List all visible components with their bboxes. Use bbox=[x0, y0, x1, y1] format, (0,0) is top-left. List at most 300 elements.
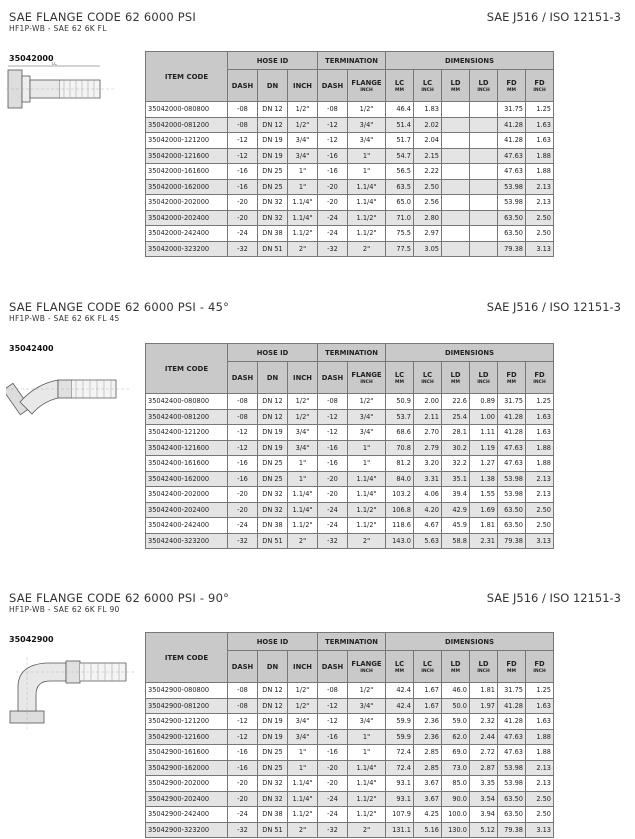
col-term-dash: DASH bbox=[318, 651, 348, 683]
cell-hose-dn: DN 32 bbox=[258, 776, 288, 792]
cell-lc-inch: 2.36 bbox=[414, 714, 442, 730]
part-code: 35042000 bbox=[9, 54, 54, 63]
cell-item-code: 35042000-242400 bbox=[146, 226, 228, 242]
cell-term-dash: -12 bbox=[318, 409, 348, 425]
cell-fd-mm: 53.98 bbox=[498, 179, 526, 195]
table-row bbox=[146, 791, 554, 807]
cell-lc-mm: 70.8 bbox=[386, 440, 414, 456]
cell-fd-inch: 2.13 bbox=[526, 179, 554, 195]
cell-ld-mm bbox=[442, 133, 470, 149]
cell-ld-mm: 28.1 bbox=[442, 425, 470, 441]
cell-lc-mm: 93.1 bbox=[386, 791, 414, 807]
cell-lc-inch: 2.00 bbox=[414, 394, 442, 410]
col-termination: TERMINATION bbox=[318, 633, 386, 651]
cell-ld-inch: 1.97 bbox=[470, 698, 498, 714]
cell-lc-inch: 5.63 bbox=[414, 533, 442, 549]
cell-lc-inch: 2.56 bbox=[414, 195, 442, 211]
cell-lc-inch: 4.25 bbox=[414, 807, 442, 823]
cell-ld-mm: 69.0 bbox=[442, 745, 470, 761]
col-dim-lc-mm: LC MM bbox=[386, 651, 414, 683]
cell-lc-mm: 106.8 bbox=[386, 502, 414, 518]
cell-hose-dn: DN 32 bbox=[258, 502, 288, 518]
cell-item-code: 35042400-080800 bbox=[146, 394, 228, 410]
cell-ld-inch bbox=[470, 226, 498, 242]
cell-ld-mm: 130.0 bbox=[442, 822, 470, 838]
cell-fd-inch: 2.50 bbox=[526, 226, 554, 242]
part-code: 35042400 bbox=[9, 344, 54, 353]
cell-ld-inch: 1.00 bbox=[470, 409, 498, 425]
45-fitting-drawing bbox=[6, 362, 141, 432]
cell-lc-mm: 65.0 bbox=[386, 195, 414, 211]
cell-fd-inch: 2.13 bbox=[526, 760, 554, 776]
cell-hose-dash: -32 bbox=[228, 241, 258, 257]
section-subtitle: HF1P-WB - SAE 62 6K FL 45 bbox=[9, 314, 120, 323]
cell-term-flange: 1" bbox=[348, 440, 386, 456]
cell-fd-mm: 53.98 bbox=[498, 760, 526, 776]
cell-ld-mm: 35.1 bbox=[442, 471, 470, 487]
cell-term-flange: 1.1/4" bbox=[348, 760, 386, 776]
col-hose-dash: DASH bbox=[228, 70, 258, 102]
col-hose-inch: INCH bbox=[288, 362, 318, 394]
cell-lc-mm: 59.9 bbox=[386, 729, 414, 745]
cell-item-code: 35042900-323200 bbox=[146, 822, 228, 838]
cell-term-flange: 2" bbox=[348, 241, 386, 257]
cell-hose-inch: 1/2" bbox=[288, 683, 318, 699]
cell-hose-inch: 2" bbox=[288, 822, 318, 838]
cell-item-code: 35042900-080800 bbox=[146, 683, 228, 699]
cell-term-flange: 1.1/2" bbox=[348, 210, 386, 226]
cell-term-flange: 1.1/2" bbox=[348, 518, 386, 534]
cell-hose-dash: -20 bbox=[228, 487, 258, 503]
cell-hose-inch: 3/4" bbox=[288, 148, 318, 164]
cell-term-dash: -16 bbox=[318, 745, 348, 761]
table-row bbox=[146, 148, 554, 164]
table-row bbox=[146, 822, 554, 838]
col-dimensions: DIMENSIONS bbox=[386, 344, 554, 362]
cell-ld-mm: 50.0 bbox=[442, 698, 470, 714]
col-hose-dn: DN bbox=[258, 70, 288, 102]
cell-term-flange: 1.1/2" bbox=[348, 502, 386, 518]
cell-item-code: 35042000-121200 bbox=[146, 133, 228, 149]
col-dim-lc-inch: LC INCH bbox=[414, 362, 442, 394]
cell-fd-mm: 63.50 bbox=[498, 807, 526, 823]
cell-fd-inch: 3.13 bbox=[526, 822, 554, 838]
cell-hose-dash: -12 bbox=[228, 148, 258, 164]
cell-lc-inch: 3.05 bbox=[414, 241, 442, 257]
cell-hose-dash: -12 bbox=[228, 133, 258, 149]
cell-fd-mm: 41.28 bbox=[498, 698, 526, 714]
table-row bbox=[146, 226, 554, 242]
cell-hose-dash: -08 bbox=[228, 394, 258, 410]
cell-hose-inch: 1" bbox=[288, 471, 318, 487]
col-dim-fd-mm: FD MM bbox=[498, 70, 526, 102]
cell-lc-inch: 1.67 bbox=[414, 698, 442, 714]
cell-ld-inch bbox=[470, 195, 498, 211]
col-term-dash: DASH bbox=[318, 70, 348, 102]
cell-term-flange: 1/2" bbox=[348, 683, 386, 699]
cell-fd-mm: 79.38 bbox=[498, 822, 526, 838]
cell-ld-inch: 5.12 bbox=[470, 822, 498, 838]
cell-ld-inch: 1.69 bbox=[470, 502, 498, 518]
cell-hose-dash: -16 bbox=[228, 164, 258, 180]
cell-hose-dash: -08 bbox=[228, 409, 258, 425]
cell-term-flange: 3/4" bbox=[348, 698, 386, 714]
cell-hose-inch: 3/4" bbox=[288, 729, 318, 745]
cell-hose-inch: 1/2" bbox=[288, 102, 318, 118]
cell-ld-inch bbox=[470, 133, 498, 149]
table-row bbox=[146, 714, 554, 730]
cell-ld-mm bbox=[442, 148, 470, 164]
table-row bbox=[146, 164, 554, 180]
col-dim-ld-mm: LD MM bbox=[442, 651, 470, 683]
cell-hose-dash: -32 bbox=[228, 822, 258, 838]
cell-lc-mm: 68.6 bbox=[386, 425, 414, 441]
cell-hose-inch: 2" bbox=[288, 241, 318, 257]
section-standard: SAE J516 / ISO 12151-3 bbox=[486, 591, 621, 605]
cell-item-code: 35042400-162000 bbox=[146, 471, 228, 487]
col-item-code: ITEM CODE bbox=[146, 344, 228, 394]
cell-fd-inch: 1.25 bbox=[526, 102, 554, 118]
cell-item-code: 35042400-161600 bbox=[146, 456, 228, 472]
cell-ld-inch: 1.55 bbox=[470, 487, 498, 503]
cell-ld-inch bbox=[470, 179, 498, 195]
cell-lc-inch: 3.67 bbox=[414, 776, 442, 792]
cell-item-code: 35042000-121600 bbox=[146, 148, 228, 164]
cell-ld-inch bbox=[470, 241, 498, 257]
col-dim-ld-inch: LD INCH bbox=[470, 362, 498, 394]
cell-fd-inch: 2.13 bbox=[526, 471, 554, 487]
cell-hose-dn: DN 25 bbox=[258, 471, 288, 487]
cell-term-flange: 3/4" bbox=[348, 117, 386, 133]
cell-term-flange: 1.1/4" bbox=[348, 471, 386, 487]
cell-term-flange: 1" bbox=[348, 148, 386, 164]
cell-fd-inch: 3.13 bbox=[526, 533, 554, 549]
col-dim-fd-inch: FD INCH bbox=[526, 362, 554, 394]
cell-hose-dash: -12 bbox=[228, 714, 258, 730]
cell-lc-mm: 103.2 bbox=[386, 487, 414, 503]
cell-hose-dash: -16 bbox=[228, 179, 258, 195]
cell-term-dash: -32 bbox=[318, 533, 348, 549]
cell-hose-inch: 1.1/2" bbox=[288, 518, 318, 534]
cell-fd-mm: 63.50 bbox=[498, 226, 526, 242]
cell-term-flange: 1.1/2" bbox=[348, 226, 386, 242]
cell-ld-inch: 1.11 bbox=[470, 425, 498, 441]
col-hose-id: HOSE ID bbox=[228, 52, 318, 70]
cell-term-dash: -12 bbox=[318, 698, 348, 714]
cell-term-dash: -16 bbox=[318, 440, 348, 456]
cell-term-dash: -12 bbox=[318, 133, 348, 149]
cell-term-dash: -08 bbox=[318, 683, 348, 699]
col-termination: TERMINATION bbox=[318, 344, 386, 362]
cell-fd-mm: 63.50 bbox=[498, 791, 526, 807]
cell-fd-inch: 2.50 bbox=[526, 210, 554, 226]
col-item-code: ITEM CODE bbox=[146, 52, 228, 102]
cell-ld-mm: 46.0 bbox=[442, 683, 470, 699]
cell-hose-dn: DN 25 bbox=[258, 745, 288, 761]
cell-lc-inch: 2.02 bbox=[414, 117, 442, 133]
cell-ld-mm: 32.2 bbox=[442, 456, 470, 472]
cell-lc-inch: 1.67 bbox=[414, 683, 442, 699]
table-row bbox=[146, 117, 554, 133]
cell-term-dash: -32 bbox=[318, 822, 348, 838]
col-hose-id: HOSE ID bbox=[228, 344, 318, 362]
cell-hose-inch: 1.1/4" bbox=[288, 487, 318, 503]
cell-term-flange: 3/4" bbox=[348, 425, 386, 441]
cell-item-code: 35042000-323200 bbox=[146, 241, 228, 257]
col-dim-ld-mm: LD MM bbox=[442, 362, 470, 394]
cell-term-dash: -12 bbox=[318, 425, 348, 441]
cell-item-code: 35042900-121200 bbox=[146, 714, 228, 730]
cell-ld-mm bbox=[442, 179, 470, 195]
cell-ld-inch: 1.81 bbox=[470, 683, 498, 699]
cell-hose-dash: -32 bbox=[228, 533, 258, 549]
cell-fd-inch: 1.63 bbox=[526, 409, 554, 425]
cell-ld-mm bbox=[442, 102, 470, 118]
cell-hose-dash: -24 bbox=[228, 518, 258, 534]
cell-lc-inch: 2.50 bbox=[414, 179, 442, 195]
cell-term-dash: -12 bbox=[318, 117, 348, 133]
cell-lc-inch: 2.11 bbox=[414, 409, 442, 425]
cell-term-dash: -20 bbox=[318, 760, 348, 776]
cell-lc-inch: 2.15 bbox=[414, 148, 442, 164]
cell-item-code: 35042900-081200 bbox=[146, 698, 228, 714]
cell-hose-dash: -16 bbox=[228, 456, 258, 472]
col-term-flange: FLANGE INCH bbox=[348, 362, 386, 394]
cell-lc-inch: 2.22 bbox=[414, 164, 442, 180]
table-row bbox=[146, 471, 554, 487]
cell-ld-mm: 42.9 bbox=[442, 502, 470, 518]
cell-item-code: 35042400-242400 bbox=[146, 518, 228, 534]
cell-hose-inch: 1" bbox=[288, 745, 318, 761]
cell-hose-dn: DN 19 bbox=[258, 714, 288, 730]
cell-hose-inch: 3/4" bbox=[288, 425, 318, 441]
cell-fd-mm: 53.98 bbox=[498, 195, 526, 211]
cell-hose-inch: 1" bbox=[288, 179, 318, 195]
cell-lc-mm: 56.5 bbox=[386, 164, 414, 180]
table-row bbox=[146, 760, 554, 776]
cell-item-code: 35042400-121600 bbox=[146, 440, 228, 456]
cell-hose-dash: -24 bbox=[228, 226, 258, 242]
cell-ld-inch: 2.87 bbox=[470, 760, 498, 776]
table-row bbox=[146, 409, 554, 425]
cell-term-dash: -16 bbox=[318, 729, 348, 745]
cell-item-code: 35042900-162000 bbox=[146, 760, 228, 776]
cell-lc-mm: 46.4 bbox=[386, 102, 414, 118]
section-subtitle: HF1P-WB - SAE 62 6K FL 90 bbox=[9, 605, 120, 614]
col-term-flange: FLANGE INCH bbox=[348, 70, 386, 102]
section-straight bbox=[0, 10, 635, 260]
col-dimensions: DIMENSIONS bbox=[386, 633, 554, 651]
col-dim-fd-mm: FD MM bbox=[498, 362, 526, 394]
cell-lc-mm: 93.1 bbox=[386, 776, 414, 792]
cell-item-code: 35042900-202400 bbox=[146, 791, 228, 807]
cell-fd-mm: 47.63 bbox=[498, 729, 526, 745]
cell-hose-dash: -16 bbox=[228, 745, 258, 761]
cell-item-code: 35042400-202400 bbox=[146, 502, 228, 518]
cell-term-dash: -24 bbox=[318, 791, 348, 807]
cell-fd-inch: 3.13 bbox=[526, 241, 554, 257]
cell-hose-dn: DN 38 bbox=[258, 807, 288, 823]
cell-fd-inch: 1.63 bbox=[526, 425, 554, 441]
cell-hose-dash: -16 bbox=[228, 760, 258, 776]
cell-hose-inch: 1/2" bbox=[288, 394, 318, 410]
cell-item-code: 35042000-202000 bbox=[146, 195, 228, 211]
cell-fd-inch: 1.63 bbox=[526, 714, 554, 730]
cell-hose-inch: 3/4" bbox=[288, 133, 318, 149]
cell-lc-mm: 42.4 bbox=[386, 698, 414, 714]
cell-term-dash: -16 bbox=[318, 164, 348, 180]
cell-lc-inch: 4.06 bbox=[414, 487, 442, 503]
cell-ld-mm: 30.2 bbox=[442, 440, 470, 456]
table-row bbox=[146, 683, 554, 699]
section-90 bbox=[0, 591, 635, 839]
col-dim-fd-mm: FD MM bbox=[498, 651, 526, 683]
cell-item-code: 35042400-081200 bbox=[146, 409, 228, 425]
cell-item-code: 35042000-161600 bbox=[146, 164, 228, 180]
cell-lc-inch: 2.04 bbox=[414, 133, 442, 149]
cell-ld-mm bbox=[442, 164, 470, 180]
cell-hose-inch: 1" bbox=[288, 164, 318, 180]
cell-lc-inch: 2.97 bbox=[414, 226, 442, 242]
cell-fd-mm: 53.98 bbox=[498, 487, 526, 503]
cell-hose-inch: 1/2" bbox=[288, 409, 318, 425]
cell-ld-inch: 2.44 bbox=[470, 729, 498, 745]
cell-hose-dn: DN 38 bbox=[258, 226, 288, 242]
col-dim-lc-mm: LC MM bbox=[386, 362, 414, 394]
col-dim-lc-inch: LC INCH bbox=[414, 70, 442, 102]
cell-term-flange: 3/4" bbox=[348, 714, 386, 730]
cell-lc-mm: 53.7 bbox=[386, 409, 414, 425]
cell-ld-inch: 3.94 bbox=[470, 807, 498, 823]
cell-fd-mm: 41.28 bbox=[498, 409, 526, 425]
cell-item-code: 35042400-323200 bbox=[146, 533, 228, 549]
cell-hose-dash: -20 bbox=[228, 195, 258, 211]
cell-ld-inch: 3.54 bbox=[470, 791, 498, 807]
cell-hose-dash: -12 bbox=[228, 440, 258, 456]
cell-ld-inch: 2.72 bbox=[470, 745, 498, 761]
cell-lc-mm: 81.2 bbox=[386, 456, 414, 472]
cell-lc-mm: 107.9 bbox=[386, 807, 414, 823]
cell-fd-mm: 47.63 bbox=[498, 148, 526, 164]
cell-fd-mm: 47.63 bbox=[498, 164, 526, 180]
table-row bbox=[146, 533, 554, 549]
cell-lc-mm: 84.0 bbox=[386, 471, 414, 487]
spec-table bbox=[145, 632, 554, 838]
cell-term-flange: 1.1/4" bbox=[348, 487, 386, 503]
cell-item-code: 35042000-202400 bbox=[146, 210, 228, 226]
section-title: SAE FLANGE CODE 62 6000 PSI - 90° bbox=[9, 591, 230, 605]
cell-hose-dn: DN 25 bbox=[258, 164, 288, 180]
table-row bbox=[146, 195, 554, 211]
cell-fd-inch: 2.50 bbox=[526, 807, 554, 823]
cell-lc-mm: 54.7 bbox=[386, 148, 414, 164]
cell-term-dash: -20 bbox=[318, 487, 348, 503]
cell-lc-mm: 59.9 bbox=[386, 714, 414, 730]
table-row bbox=[146, 502, 554, 518]
cell-fd-inch: 1.63 bbox=[526, 117, 554, 133]
cell-hose-dn: DN 19 bbox=[258, 425, 288, 441]
cell-lc-inch: 2.85 bbox=[414, 760, 442, 776]
col-dim-fd-inch: FD INCH bbox=[526, 651, 554, 683]
col-dim-lc-inch: LC INCH bbox=[414, 651, 442, 683]
col-dimensions: DIMENSIONS bbox=[386, 52, 554, 70]
cell-term-dash: -24 bbox=[318, 807, 348, 823]
cell-hose-dn: DN 38 bbox=[258, 518, 288, 534]
cell-term-flange: 2" bbox=[348, 533, 386, 549]
cell-item-code: 35042900-121600 bbox=[146, 729, 228, 745]
cell-item-code: 35042900-202000 bbox=[146, 776, 228, 792]
cell-term-flange: 1/2" bbox=[348, 102, 386, 118]
table-row bbox=[146, 456, 554, 472]
cell-fd-mm: 41.28 bbox=[498, 133, 526, 149]
table-row bbox=[146, 745, 554, 761]
cell-lc-inch: 3.20 bbox=[414, 456, 442, 472]
cell-term-flange: 1.1/2" bbox=[348, 807, 386, 823]
cell-fd-inch: 1.88 bbox=[526, 148, 554, 164]
cell-hose-dash: -16 bbox=[228, 471, 258, 487]
cell-ld-mm: 62.0 bbox=[442, 729, 470, 745]
table-row bbox=[146, 698, 554, 714]
cell-fd-inch: 1.88 bbox=[526, 440, 554, 456]
cell-fd-inch: 1.63 bbox=[526, 698, 554, 714]
cell-hose-dn: DN 19 bbox=[258, 729, 288, 745]
cell-hose-dash: -08 bbox=[228, 117, 258, 133]
cell-hose-dn: DN 12 bbox=[258, 102, 288, 118]
cell-ld-mm: 45.9 bbox=[442, 518, 470, 534]
cell-term-dash: -20 bbox=[318, 179, 348, 195]
cell-hose-dash: -08 bbox=[228, 102, 258, 118]
cell-fd-mm: 41.28 bbox=[498, 117, 526, 133]
col-dim-ld-inch: LD INCH bbox=[470, 651, 498, 683]
table-row bbox=[146, 776, 554, 792]
cell-term-dash: -24 bbox=[318, 502, 348, 518]
cell-ld-inch bbox=[470, 102, 498, 118]
spec-table bbox=[145, 343, 554, 549]
cell-hose-dn: DN 51 bbox=[258, 822, 288, 838]
cell-ld-inch bbox=[470, 210, 498, 226]
cell-hose-dn: DN 12 bbox=[258, 394, 288, 410]
cell-term-flange: 1" bbox=[348, 164, 386, 180]
col-item-code: ITEM CODE bbox=[146, 633, 228, 683]
cell-term-dash: -24 bbox=[318, 226, 348, 242]
section-title: SAE FLANGE CODE 62 6000 PSI - 45° bbox=[9, 300, 230, 314]
cell-term-flange: 1.1/4" bbox=[348, 179, 386, 195]
cell-term-flange: 1.1/2" bbox=[348, 791, 386, 807]
cell-item-code: 35042900-242400 bbox=[146, 807, 228, 823]
cell-hose-dn: DN 32 bbox=[258, 210, 288, 226]
cell-hose-dash: -20 bbox=[228, 210, 258, 226]
cell-term-dash: -16 bbox=[318, 148, 348, 164]
col-dim-fd-inch: FD INCH bbox=[526, 70, 554, 102]
cell-ld-mm bbox=[442, 210, 470, 226]
cell-ld-inch: 1.19 bbox=[470, 440, 498, 456]
cell-hose-dn: DN 25 bbox=[258, 760, 288, 776]
cell-ld-inch: 2.32 bbox=[470, 714, 498, 730]
cell-hose-inch: 1.1/4" bbox=[288, 791, 318, 807]
cell-ld-mm: 59.0 bbox=[442, 714, 470, 730]
cell-ld-mm: 39.4 bbox=[442, 487, 470, 503]
cell-ld-inch bbox=[470, 148, 498, 164]
cell-term-flange: 1.1/4" bbox=[348, 776, 386, 792]
cell-term-flange: 1" bbox=[348, 456, 386, 472]
cell-term-dash: -20 bbox=[318, 776, 348, 792]
cell-fd-inch: 2.50 bbox=[526, 791, 554, 807]
cell-hose-inch: 1.1/4" bbox=[288, 195, 318, 211]
cell-hose-dn: DN 12 bbox=[258, 698, 288, 714]
cell-term-dash: -12 bbox=[318, 714, 348, 730]
cell-term-dash: -20 bbox=[318, 195, 348, 211]
cell-fd-inch: 2.13 bbox=[526, 487, 554, 503]
